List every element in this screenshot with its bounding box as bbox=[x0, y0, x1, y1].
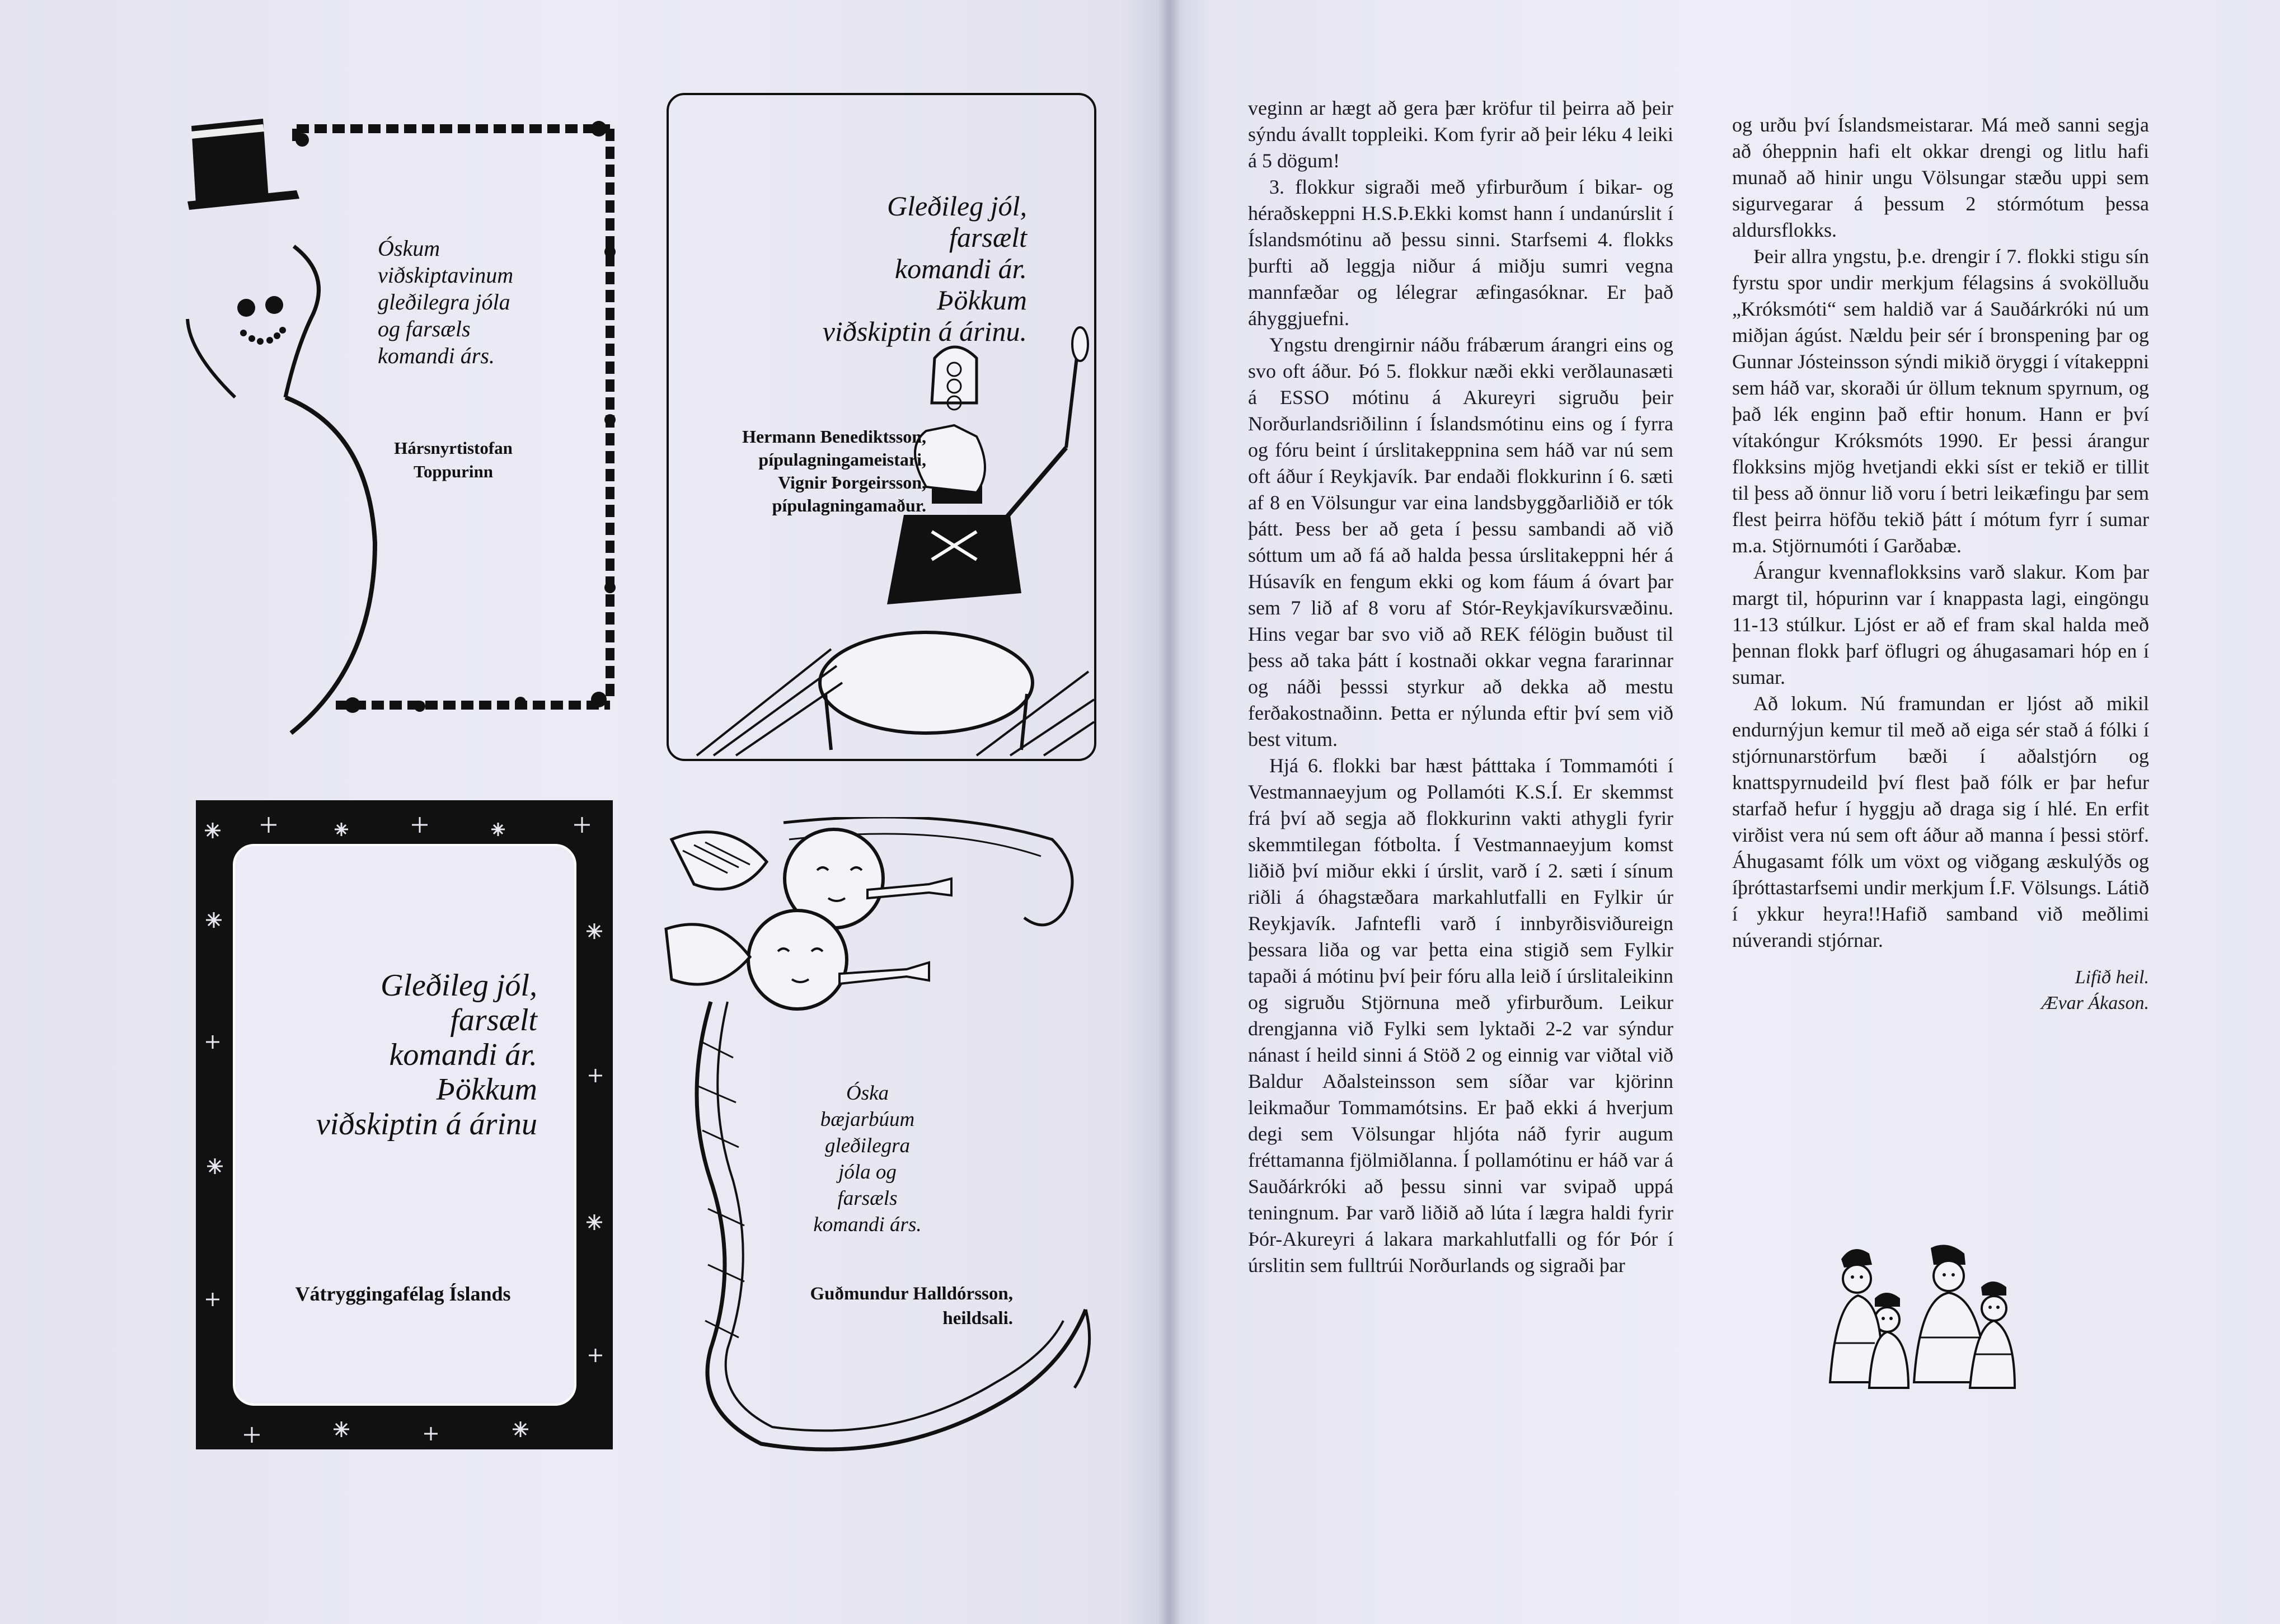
drummer-sender bbox=[697, 425, 926, 517]
ad-insurance bbox=[196, 800, 613, 1449]
sender-line: pípulagningamaður. bbox=[772, 495, 926, 515]
greeting-line: farsæls bbox=[837, 1187, 898, 1210]
sender-line: Toppurinn bbox=[414, 462, 493, 481]
sender-line: Vignir Þorgeirsson, bbox=[778, 472, 926, 492]
sender-line: Guðmundur Halldórsson, bbox=[810, 1284, 1013, 1304]
greeting-line: komandi ár. bbox=[894, 253, 1027, 284]
article-paragraph: Hjá 6. flokki bar hæst þátttaka í Tommamóti í Vestmannaeyjum og Pollamóti K.S.Í. Er skemmst frá því að segja að flokkurinn vakti athygli fyrir skemmtilegan fótbolta. Í Vestmannaeyjum komst liðið því miður ekki í úrslit, varð í 2. sæti í sínum riðli á óhagstæðara markahlutfalli en Fylkir úr Reykjavík. Jafntefli varð í innbyrðisviðureign þessara liða og var þetta eina stigið sem Fylkir tapaði á mótinu því þeir fóru alla leið í úrslitaleikinn og sigruðu Stjörnuna með yfirburðum. Leikur drengjanna við Fylki sem lyktaði 2-2 var sýndur nánast í heild sinni á Stöð 2 og einnig var viðtal við Baldur Aðalsteinsson sem síðar var kjörinn leikmaður Tommamótsins. Er það ekki á hverjum degi sem Völsungar hljóta náð fyrir augum fréttamanna fjölmiðlanna. Í pollamótinu er háð var á Sauðárkróki að þessu sinni var svipað uppá teningnum. Þar varð liðið að lúta í lægra haldi fyrir Þór-Akureyri á lakara markahlutfalli og fór Þór í úrslitin sem fulltrúi Norðurlands og sigraði þar bbox=[1248, 754, 1673, 1276]
sender-line: Hársnyrtistofan bbox=[394, 438, 513, 458]
insurance-sender: Vátryggingafélag Íslands bbox=[295, 1283, 511, 1305]
ad-snowman bbox=[185, 84, 621, 750]
greeting-line: Þökkum bbox=[936, 284, 1027, 316]
snowman-sender bbox=[369, 436, 537, 484]
greeting-line: Gleðileg jól, bbox=[887, 190, 1027, 222]
article-paragraph: Að lokum. Nú framundan er ljóst að mikil endurnýjun kemur til með að eiga sér stað á fólki í stjórnunarstörfum bæði í aðalstjórn og knattspyrnudeild því flest það fólk er þar hefur starfað hefur í hyggju að draga sig í hlé. En erfit virðist vera nú sem oft áður að manna í þessi störf. Áhugasamt fólk um vöxt og viðgang æskulýðs og íþróttastarfsemi undir merkjum Í.F. Völsungs. Látið í ykkur heyra!!Hafið samband við meðlimi núverandi stjórnar. bbox=[1732, 692, 2149, 951]
article-paragraph: Árangur kvennaflokksins varð slakur. Kom þar margt til, hópurinn var í knappasta lagi, eingöngu 11-13 stúlkur. Ljóst er að ef fram skal halda með þennan flokk þarf öflugri og áhugasamari hóp en í sumar. bbox=[1732, 561, 2149, 688]
sender-line: heildsali. bbox=[942, 1308, 1013, 1329]
article-paragraph: Þeir allra yngstu, þ.e. drengir í 7. flokki stigu sín fyrstu spor undir merkjum félagsins á svokölluðu „Króksmóti“ sem haldið var á Sauðárkróki nú um miðjan ágúst. Nældu þeir sér í bronspening þar og Gunnar Jósteinsson sýndi mikið öryggi í vítakeppni sem háð var, skoraði úr öllum teknum spyrnum, og það lék enginn það eftir honum. Hann er því vítakóngur Króksmóts 1990. Er þessi árangur flokksins mjög hvetjandi ekki síst er tekið er tillit til þess að önnur lið voru í betri leikæfingu þar sem flest þeirra höfðu tekið þátt í mótum fyrr í sumar m.a. Stjörnumóti í Garðabæ. bbox=[1732, 245, 2149, 557]
snowman-greeting bbox=[378, 235, 540, 369]
greeting-line: komandi árs. bbox=[813, 1213, 922, 1236]
snowman-holly-illustration bbox=[185, 84, 621, 750]
article-paragraph: 3. flokkur sigraði með yfirburðum í bikar- og héraðskeppni H.S.Þ.Ekki komst hann í undanúrslit í Íslandsmótinu að þessu sinni. Starfsemi 4. flokks þurfti að leggja niður á miðju sumri vegna mannfæðar og lélegrar æfingasóknar. Er það áhyggjuefni. bbox=[1248, 176, 1673, 330]
article-column-2 bbox=[1732, 112, 2149, 1016]
ad-drummer bbox=[663, 90, 1100, 761]
greeting-line: Þökkum bbox=[436, 1072, 537, 1107]
article-paragraph: Yngstu drengirnir náðu frábærum árangri eins og svo oft áður. Þó 5. flokkur næði ekki verðlaunasæti á ESSO mótinu á Akureyri sigruðu þeir Norðurlandsriðilinn í Íslandsmótinu eins og í fyrra og fóru beint í úrslitakeppnina sem háð var nú sem oft áður í Reykjavík. Þar endaði flokkurinn í 6. sæti af 8 en Völsungur var eina landsbyggðarliðið er tók þátt. Þess ber að geta í þessu sambandi að við sóttum um að fá að halda þessa úrslitakeppni hér á Húsavík en fengum ekki og kom fáum á óvart þar sem 7 lið af 8 voru af Stór-Reykjavíkursvæðinu. Hins vegar bar svo við að REK félögin buðust til þess að taka þátt í kostnaði okkar vegna fararinnar og náði þesssi styrkur að dekka að mestu ferðakostnaðinn. Þetta er nýlunda eftir því sem við best vitum. bbox=[1248, 334, 1673, 750]
sign-off: Lifið heil. bbox=[2075, 967, 2149, 988]
children-illustration bbox=[1819, 1242, 2020, 1399]
sender-line: pípulagningameistari, bbox=[758, 449, 926, 470]
greeting-line: og farsæls bbox=[378, 316, 471, 341]
angels-greeting bbox=[772, 1080, 963, 1238]
greeting-line: farsælt bbox=[949, 222, 1027, 253]
greeting-line: gleðilegra bbox=[824, 1134, 911, 1157]
author: Ævar Ákason. bbox=[2041, 993, 2149, 1013]
greeting-line: Óska bbox=[846, 1082, 889, 1105]
insurance-greeting bbox=[235, 968, 537, 1142]
sender-line: Hermann Benediktsson, bbox=[742, 426, 926, 447]
greeting-line: bæjarbúum bbox=[820, 1108, 915, 1131]
greeting-line: viðskiptavinum bbox=[378, 262, 514, 288]
article-paragraph: og urðu því Íslandsmeistarar. Má með sanni segja að óheppnin hafi elt okkar drengi og litlu hafi munað að hinir ungu Völsungar stæðu uppi sem sigurvegarar á þessum 2 stórmótum þessa aldursflokks. bbox=[1732, 114, 2149, 241]
article-column-1 bbox=[1248, 95, 1673, 1279]
article-paragraph: veginn ar hægt að gera þær kröfur til þeirra að þeir sýndu ávallt toppleiki. Kom fyrir að þeir léku 4 leiki á 5 dögum! bbox=[1248, 97, 1673, 172]
greeting-line: viðskiptin á árinu bbox=[316, 1107, 537, 1142]
angels-sender bbox=[744, 1282, 1013, 1331]
children-drawing bbox=[1819, 1242, 2020, 1399]
greeting-line: jóla og bbox=[838, 1161, 897, 1184]
greeting-line: komandi ár. bbox=[389, 1038, 537, 1072]
greeting-line: Óskum bbox=[378, 236, 440, 261]
greeting-line: gleðilegra jóla bbox=[378, 289, 510, 315]
ad-angels bbox=[660, 817, 1103, 1455]
drummer-greeting bbox=[714, 190, 1027, 347]
page-gutter bbox=[1158, 0, 1181, 1624]
greeting-line: komandi árs. bbox=[378, 343, 495, 368]
greeting-line: farsælt bbox=[450, 1003, 537, 1038]
greeting-line: viðskiptin á árinu. bbox=[822, 316, 1027, 347]
greeting-line: Gleðileg jól, bbox=[381, 968, 537, 1003]
